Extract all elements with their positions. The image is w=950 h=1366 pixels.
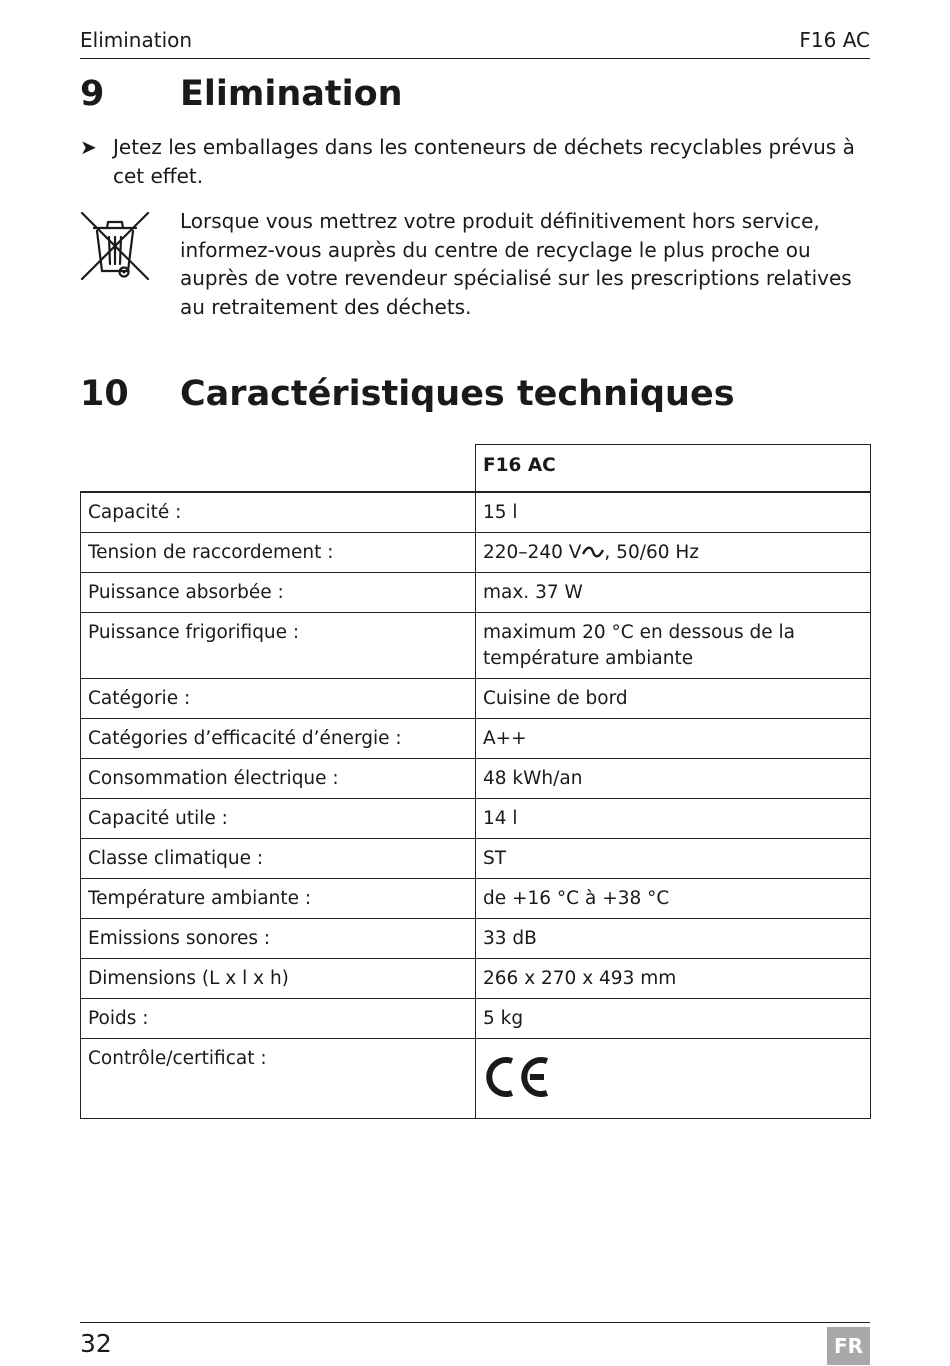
spec-value: max. 37 W	[476, 572, 871, 612]
spec-label: Catégorie :	[81, 678, 476, 718]
spec-label: Consommation électrique :	[81, 758, 476, 798]
table-row	[81, 532, 871, 572]
table-header-model: F16 AC	[476, 445, 871, 493]
spec-value: 48 kWh/an	[476, 758, 871, 798]
spec-label: Poids :	[81, 998, 476, 1038]
spec-value: 33 dB	[476, 918, 871, 958]
spec-value: 15 l	[476, 492, 871, 532]
table-row	[81, 718, 871, 758]
section-10-number: 10	[80, 374, 129, 414]
spec-label: Classe climatique :	[81, 838, 476, 878]
table-row	[81, 758, 871, 798]
spec-value: de +16 °C à +38 °C	[476, 878, 871, 918]
technical-specifications-table	[80, 444, 871, 1119]
disposal-note-text: Lorsque vous mettrez votre produit définitivement hors service, informez-vous auprès du centre de recyclage le plus proche ou auprès de votre revendeur spécialisé sur les prescriptions relatives au retraitement des déchets.	[180, 209, 852, 319]
section-9-title: Elimination	[180, 74, 403, 114]
instruction-text: Jetez les emballages dans les conteneurs de déchets recyclables prévus à cet effet.	[113, 135, 855, 188]
spec-label: Emissions sonores :	[81, 918, 476, 958]
arrow-bullet-icon: ➤	[80, 135, 97, 159]
section-10-heading	[80, 374, 870, 418]
table-row	[81, 798, 871, 838]
spec-label: Dimensions (L x l x h)	[81, 958, 476, 998]
voltage-value: 220–240 V	[483, 541, 582, 563]
table-row	[81, 918, 871, 958]
table-row	[81, 998, 871, 1038]
spec-label: Tension de raccordement :	[81, 532, 476, 572]
page-footer	[80, 1322, 870, 1366]
spec-label: Catégories d’efficacité d’énergie :	[81, 718, 476, 758]
table-row	[81, 878, 871, 918]
page-number: 32	[80, 1329, 112, 1358]
spec-label: Capacité :	[81, 492, 476, 532]
spec-value: maximum 20 °C en dessous de la température ambiante	[476, 612, 871, 678]
spec-label: Puissance frigorifique :	[81, 612, 476, 678]
table-row	[81, 572, 871, 612]
table-row	[81, 958, 871, 998]
header-section-name: Elimination	[80, 28, 193, 52]
table-row	[81, 838, 871, 878]
running-header	[80, 28, 870, 59]
spec-label: Contrôle/certificat :	[81, 1038, 476, 1118]
table-row	[81, 612, 871, 678]
alternating-current-icon	[582, 545, 604, 559]
table-row	[81, 678, 871, 718]
spec-value: A++	[476, 718, 871, 758]
spec-value: 5 kg	[476, 998, 871, 1038]
frequency-value: , 50/60 Hz	[604, 541, 699, 563]
header-model-name: F16 AC	[799, 28, 870, 52]
spec-label: Température ambiante :	[81, 878, 476, 918]
table-header-row	[81, 445, 871, 493]
spec-value: ST	[476, 838, 871, 878]
spec-value	[476, 1038, 871, 1118]
ce-mark-icon	[483, 1052, 553, 1102]
spec-label: Puissance absorbée :	[81, 572, 476, 612]
section-10-title: Caractéristiques techniques	[180, 374, 735, 414]
table-row	[81, 492, 871, 532]
language-badge: FR	[827, 1327, 870, 1365]
spec-label: Capacité utile :	[81, 798, 476, 838]
section-9-heading	[80, 74, 870, 118]
table-header-empty-cell	[81, 445, 476, 493]
table-row	[81, 1038, 871, 1118]
spec-value: 14 l	[476, 798, 871, 838]
spec-value: 266 x 270 x 493 mm	[476, 958, 871, 998]
spec-value: Cuisine de bord	[476, 678, 871, 718]
manual-page	[80, 0, 870, 1365]
crossed-out-wheelie-bin-icon	[80, 211, 150, 283]
section-9-number: 9	[80, 74, 105, 114]
spec-value	[476, 532, 871, 572]
